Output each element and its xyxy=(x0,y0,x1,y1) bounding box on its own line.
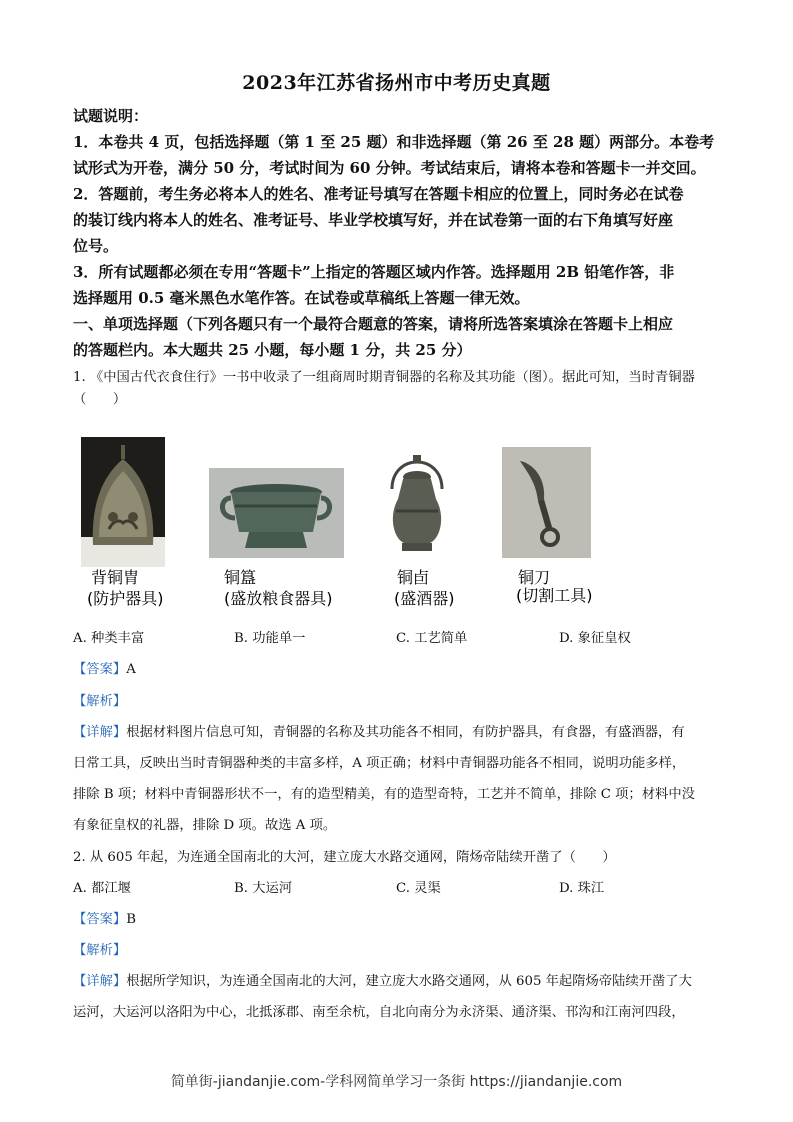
q2-option-b: B. 大运河 xyxy=(234,881,293,896)
q2-answer xyxy=(73,908,723,927)
figure-3-use: (盛酒器) xyxy=(394,589,455,608)
q2-option-a: A. 都江堰 xyxy=(73,881,131,896)
instruction-line: 选择题用 0.5 毫米黑色水笔作答。在试卷或草稿纸上答题一律无效。 xyxy=(73,289,530,307)
instruction-line: 位号。 xyxy=(73,237,119,255)
page-footer: 简单街-jiandanjie.com-学科网简单学习一条街 https://jiandanjie.com xyxy=(170,1074,623,1090)
figure-3-name: 铜卣 xyxy=(397,568,430,587)
question-1-stem: 1. 《中国古代衣食住行》一书中收录了一组商周时期青铜器的名称及其功能（图）。据此可知，当时青铜器 xyxy=(73,370,695,385)
detail-text: 根据材料图片信息可知，青铜器的名称及其功能各不相同，有防护器具，有食器，有盛酒器，有 xyxy=(126,725,685,740)
figure-4-use: (切割工具) xyxy=(516,586,593,605)
q2-analysis-tag: 【解析】 xyxy=(73,943,127,958)
q1-detail-line: 有象征皇权的礼器，排除 D 项。故选 A 项。 xyxy=(73,818,337,833)
detail-text: 根据所学知识，为连通全国南北的大河，建立庞大水路交通网，从 605 年起隋炀帝陆续开凿了大 xyxy=(126,974,692,989)
answer-value: B xyxy=(126,912,136,927)
bronze-gui-image xyxy=(209,468,344,558)
answer-value: A xyxy=(126,662,136,677)
bronze-helmet-image xyxy=(81,437,165,567)
q2-option-c: C. 灵渠 xyxy=(396,881,441,896)
question-1-blank: （ ） xyxy=(73,392,127,407)
instruction-line: 2．答题前，考生务必将本人的姓名、准考证号填写在答题卡相应的位置上，同时务必在试卷 xyxy=(73,185,684,203)
bronze-knife-image xyxy=(502,447,591,558)
q1-option-d: D. 象征皇权 xyxy=(559,631,631,646)
q1-answer xyxy=(73,658,723,677)
q2-option-d: D. 珠江 xyxy=(559,881,605,896)
section-heading: 的答题栏内。本大题共 25 小题，每小题 1 分，共 25 分） xyxy=(73,341,472,359)
answer-tag: 【答案】 xyxy=(73,912,127,927)
instruction-line: 1．本卷共 4 页，包括选择题（第 1 至 25 题）和非选择题（第 26 至 28 题）两部分。本卷考 xyxy=(73,133,715,151)
page-title: 2023年江苏省扬州市中考历史真题 xyxy=(242,72,551,94)
q1-option-b: B. 功能单一 xyxy=(234,631,306,646)
instruction-line: 的装订线内将本人的姓名、准考证号、毕业学校填写好，并在试卷第一面的右下角填写好座 xyxy=(73,211,674,229)
q2-detail-line: 运河，大运河以洛阳为中心，北抵涿郡、南至余杭，自北向南分为永济渠、通济渠、邗沟和江南河四段， xyxy=(73,1005,685,1020)
q1-detail-line xyxy=(73,721,723,740)
q2-detail-line xyxy=(73,970,723,989)
section-heading: 一、单项选择题（下列各题只有一个最符合题意的答案，请将所选答案填涂在答题卡上相应 xyxy=(73,315,674,333)
figure-1-use: (防护器具) xyxy=(87,589,164,608)
q1-option-a: A. 种类丰富 xyxy=(73,631,145,646)
q1-analysis-tag: 【解析】 xyxy=(73,694,127,709)
instructions-heading: 试题说明： xyxy=(73,107,149,125)
answer-tag: 【答案】 xyxy=(73,662,127,677)
figure-4-name: 铜刀 xyxy=(518,568,551,587)
bronze-you-image xyxy=(384,447,450,553)
detail-tag: 【详解】 xyxy=(73,974,127,989)
figure-1-name: 背铜胄 xyxy=(91,568,140,587)
q1-detail-line: 排除 B 项；材料中青铜器形状不一，有的造型精美，有的造型奇特，工艺并不简单，排除 C 项；材料中没 xyxy=(73,787,695,802)
q1-detail-line: 日常工具，反映出当时青铜器种类的丰富多样，A 项正确；材料中青铜器功能各不相同，说明功能多样， xyxy=(73,756,686,771)
figure-2-use: (盛放粮食器具) xyxy=(224,589,333,608)
figure-2-name: 铜簋 xyxy=(224,568,257,587)
instruction-line: 3．所有试题都必须在专用“答题卡”上指定的答题区域内作答。选择题用 2B 铅笔作答，非 xyxy=(73,263,675,281)
instruction-line: 试形式为开卷，满分 50 分，考试时间为 60 分钟。考试结束后，请将本卷和答题卡一并交回。 xyxy=(73,159,706,177)
q1-option-c: C. 工艺简单 xyxy=(396,631,468,646)
detail-tag: 【详解】 xyxy=(73,725,127,740)
question-2-stem: 2. 从 605 年起，为连通全国南北的大河，建立庞大水路交通网，隋炀帝陆续开凿了（ ） xyxy=(73,850,616,865)
